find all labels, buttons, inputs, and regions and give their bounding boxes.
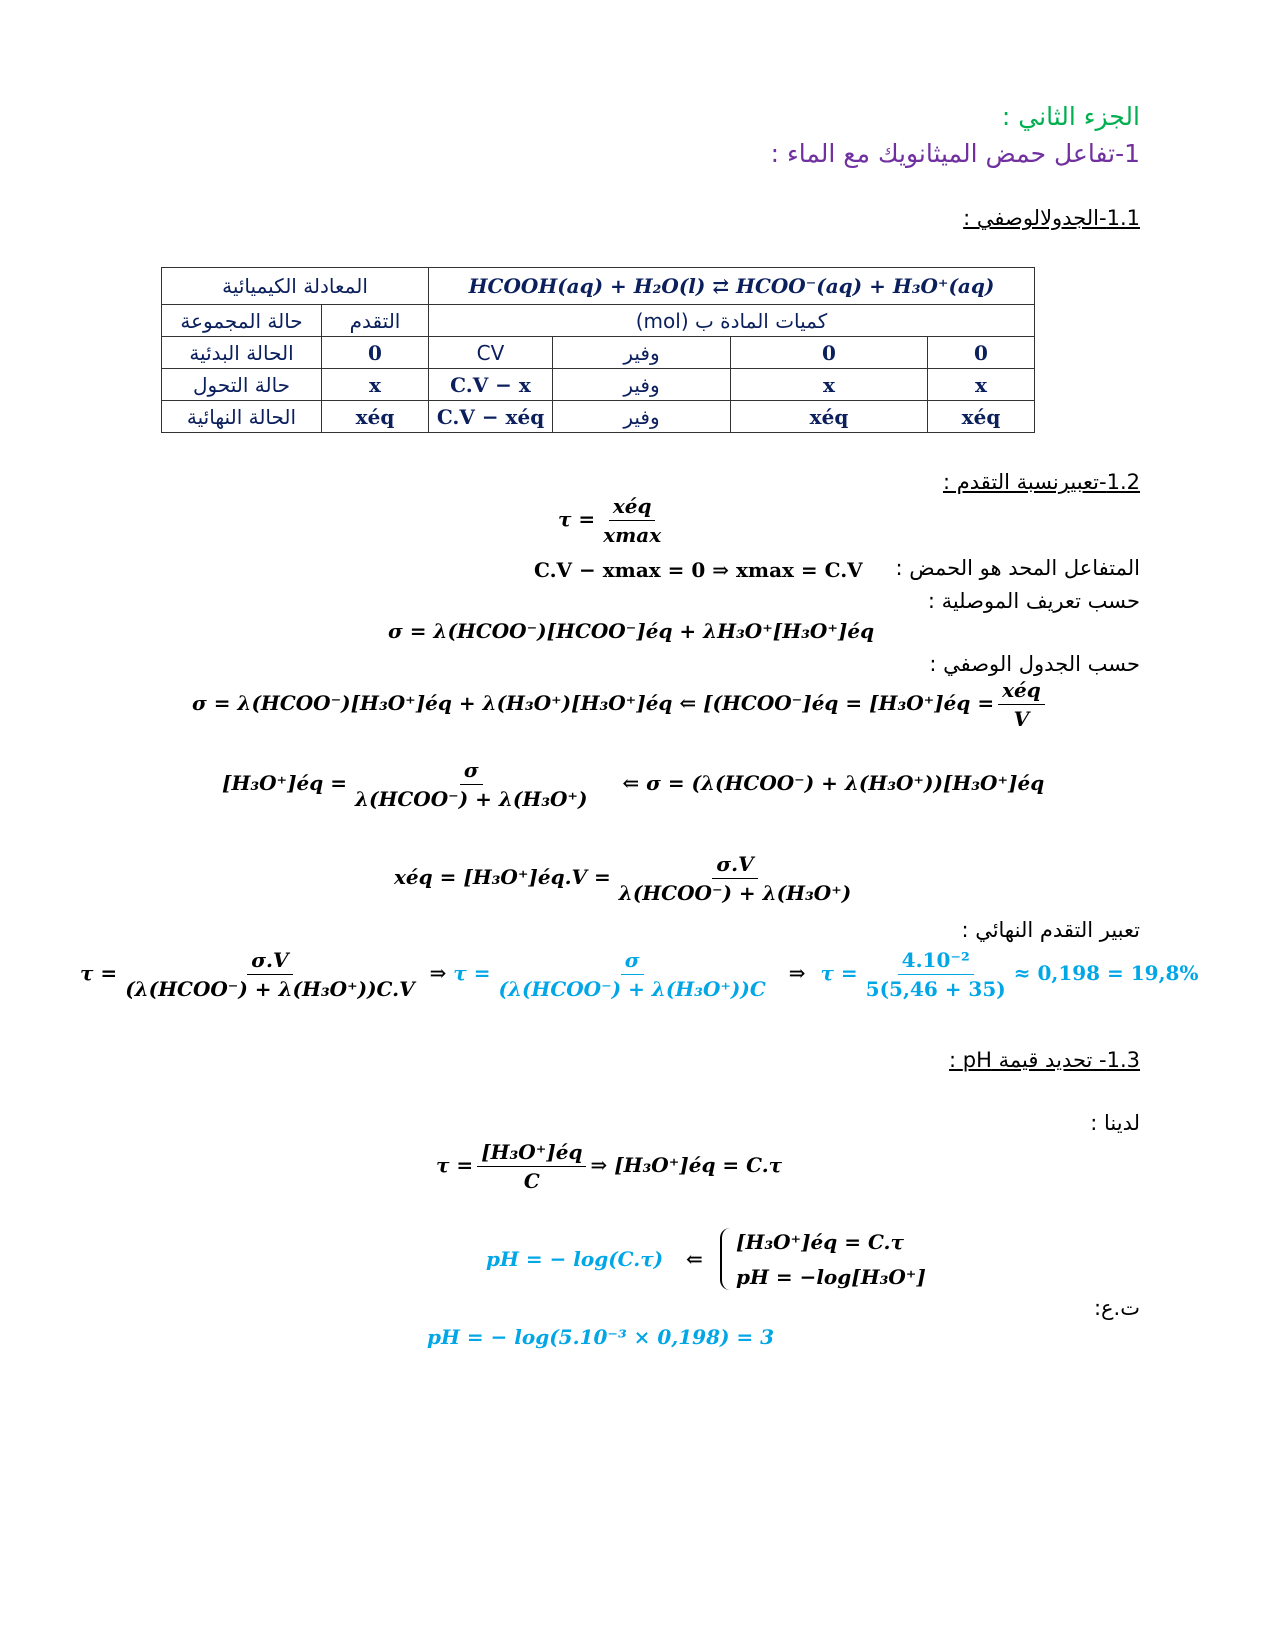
cell-h3o: x [928,369,1035,401]
ph-result: pH = − log(5.10⁻³ × 0,198) = 3 [427,1325,775,1349]
advance-header: التقدم [322,305,429,337]
system-line-2: pH = −log[H₃O⁺] [736,1265,926,1289]
tau-final-den1: (λ(HCOO⁻) + λ(H₃O⁺))C.V [125,977,415,1001]
sigma-equation-2 [192,678,1049,731]
tau-c-lhs: τ = [436,1153,474,1177]
cell-hcooh: C.V − xéq [429,401,553,433]
h3o-equation [222,758,1044,811]
h3o-rhs: ⇐ σ = (λ(HCOO⁻) + λ(H₃O⁺))[H₃O⁺]éq [622,771,1045,795]
quantities-header: كميات المادة ب (mol) [429,305,1035,337]
tau-final-num3: 4.10⁻² [898,948,974,975]
table-row [162,401,1035,433]
sigma-equation: σ = λ(HCOO⁻)[HCOO⁻]éq + λH₃O⁺[H₃O⁺]éq [388,619,875,643]
xeq-lhs: xéq = [H₃O⁺]éq.V = [394,865,611,889]
implies-arrow: ⇒ [788,961,806,985]
cell-hcooh: CV [429,337,553,369]
xmax-equation: C.V − xmax = 0 ⇒ xmax = C.V [534,558,863,582]
tau-final-den3: 5(5,46 + 35) [865,977,1006,1001]
numeric-application-label: ت.ع: [1093,1296,1140,1320]
h3o-den: λ(HCOO⁻) + λ(H₃O⁺) [355,787,588,811]
table-ref-text: حسب الجدول الوصفي : [929,652,1140,676]
cell-adv: xéq [322,401,429,433]
tau-final-lhs3: τ = [820,961,858,985]
tau-final-den2: (λ(HCOO⁻) + λ(H₃O⁺))C [498,977,766,1001]
we-have-text: لدينا : [1090,1111,1140,1135]
tau-c-num: [H₃O⁺]éq [477,1140,586,1167]
tau-num: xéq [609,494,656,521]
tau-definition [558,494,669,547]
cell-state: الحالة النهائية [162,401,322,433]
cell-h3o: xéq [928,401,1035,433]
tau-final-lhs2: τ = [453,961,491,985]
h3o-lhs: [H₃O⁺]éq = [222,771,347,795]
cell-water: وفير [553,337,731,369]
state-header: حالة المجموعة [162,305,322,337]
xeq-den: λ(HCOO⁻) + λ(H₃O⁺) [618,881,852,905]
s13-title: 1.3- تحديد قيمة pH : [949,1048,1140,1072]
tau-final-lhs: τ = [80,961,118,985]
tau-c-equation [436,1140,782,1193]
h3o-num: σ [460,758,483,785]
descriptive-table [161,267,1035,433]
implies-arrow: ⇒ [429,961,447,985]
s11-title: 1.1-الجدولالوصفي : [963,206,1140,230]
cell-adv: x [322,369,429,401]
tau-final-num1: σ.V [247,948,292,975]
eq-label: المعادلة الكيميائية [162,268,429,305]
tau-den: xmax [603,523,662,547]
tau-c-den: C [523,1169,540,1193]
system-brace [720,1228,734,1290]
cell-water: وفير [553,401,731,433]
section1-title: 1-تفاعل حمض الميثانويك مع الماء : [770,139,1140,168]
s12-title: 1.2-تعبيرنسبة التقدم : [942,470,1140,494]
tau-final-result: ≈ 0,198 = 19,8% [1013,961,1199,985]
limiting-reactant-text: المتفاعل المحد هو الحمض : [895,556,1140,580]
system-line-1: [H₃O⁺]éq = C.τ [736,1230,904,1254]
ph-arrow: ⇐ [686,1247,703,1271]
cell-state: حالة التحول [162,369,322,401]
ph-expression: pH = − log(C.τ) [486,1247,664,1271]
table-row [162,369,1035,401]
cell-water: وفير [553,369,731,401]
sigma-eq2-main: σ = λ(HCOO⁻)[H₃O⁺]éq + λ(H₃O⁺)[H₃O⁺]éq ⇐ [(HCOO⁻]éq = [H₃O⁺]éq = [192,691,995,715]
sigma-eq2-num: xéq [998,678,1045,705]
cell-hcoo: x [731,369,928,401]
part-title: الجزء الثاني : [1001,102,1140,131]
tau-lhs: τ = [558,507,596,531]
cell-adv: 0 [322,337,429,369]
tau-final-equation [80,948,1198,1001]
xeq-num: σ.V [712,852,757,879]
xeq-equation [394,852,859,905]
final-advance-text: تعبير التقدم النهائي : [961,918,1140,942]
chemical-equation: HCOOH(aq) + H₂O(l) ⇄ HCOO⁻(aq) + H₃O⁺(aq) [429,268,1035,305]
cell-h3o: 0 [928,337,1035,369]
conductivity-def-text: حسب تعريف الموصلية : [927,589,1140,613]
cell-hcoo: 0 [731,337,928,369]
cell-hcoo: xéq [731,401,928,433]
tau-final-num2: σ [621,948,644,975]
sigma-eq2-den: V [1013,707,1030,731]
cell-hcooh: C.V − x [429,369,553,401]
table-row [162,337,1035,369]
cell-state: الحالة البدئية [162,337,322,369]
tau-c-rhs: ⇒ [H₃O⁺]éq = C.τ [590,1153,783,1177]
